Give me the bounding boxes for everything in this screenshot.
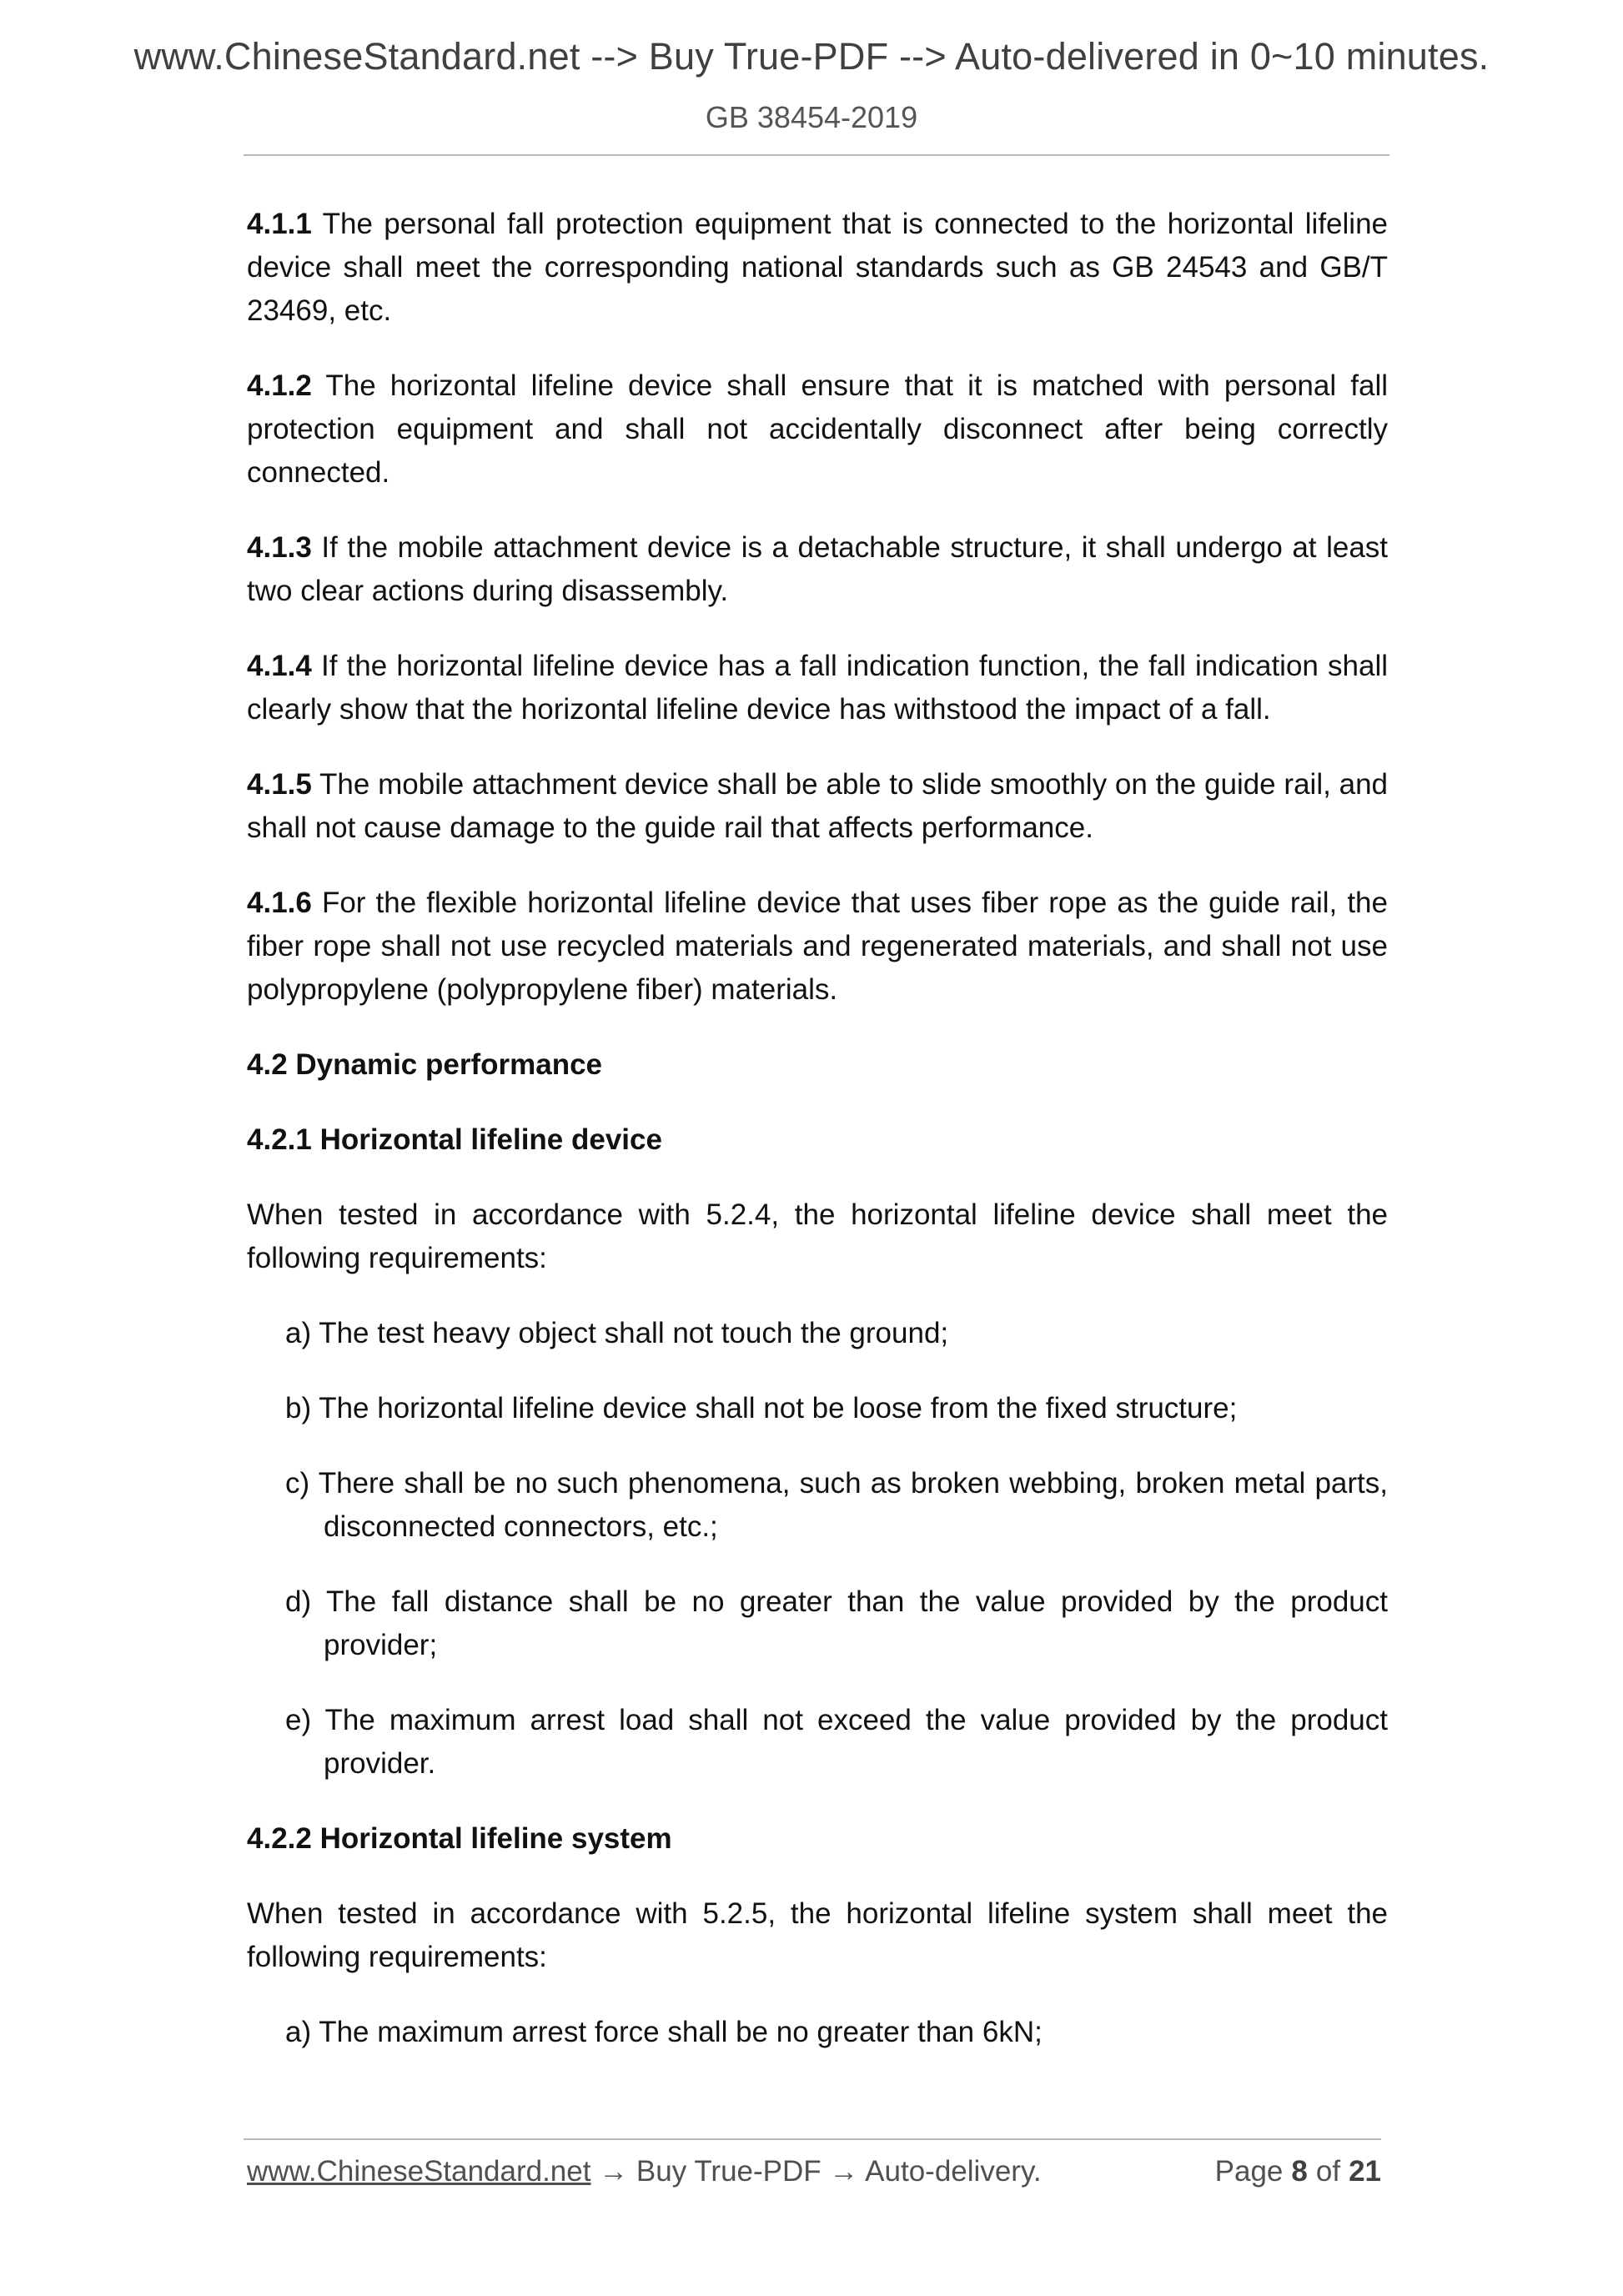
list-item: b) The horizontal lifeline device shall not be loose from the fixed structure; [285,1392,1238,1424]
section-heading-4-2: 4.2 Dynamic performance [247,1048,603,1081]
of-label: of [1315,2155,1341,2188]
footer-links [247,2155,1042,2188]
clause-text: The mobile attachment device shall be able to slide smoothly on the guide rail, and shall not cause damage to the guide rail that affects performance. [247,768,1389,844]
page-footer [247,2155,1381,2202]
clause-4-1-1 [247,203,1388,333]
top-banner: www.ChineseStandard.net --> Buy True-PDF --> Auto-delivered in 0~10 minutes. [133,35,1490,78]
footer-buy-text: → Buy True-PDF [599,2155,822,2188]
list-item: d) The fall distance shall be no greater than the value provided by the product provider; [285,1585,1388,1661]
total-pages-number: 21 [1349,2155,1381,2188]
clause-number: 4.1.4 [247,650,312,682]
clause-number: 4.1.3 [247,531,312,564]
header-divider [244,154,1389,156]
clause-text: For the flexible horizontal lifeline device that uses fiber rope as the guide rail, the fiber rope shall not use recycled materials and regenerated materials, and shall not use polypropylene (polypropylene fiber) materials. [247,887,1388,1006]
list-item: e) The maximum arrest load shall not exceed the value provided by the product provider. [285,1704,1388,1780]
document-number: GB 38454-2019 [705,100,918,134]
footer-site-link[interactable]: www.ChineseStandard.net [247,2155,591,2188]
clause-number: 4.1.2 [247,369,312,402]
page-body [247,203,1388,2086]
clause-4-1-5 [247,763,1388,850]
page-label: Page [1214,2155,1284,2188]
list-item: c) There shall be no such phenomena, such as broken webbing, broken metal parts, disconnected connectors, etc.; [285,1467,1388,1543]
section-heading-4-2-2: 4.2.2 Horizontal lifeline system [247,1822,672,1855]
clause-number: 4.1.1 [247,208,312,240]
list-item: a) The test heavy object shall not touch the ground; [285,1317,949,1349]
clause-text: The personal fall protection equipment that is connected to the horizontal lifeline device shall meet the corresponding national standards such as GB 24543 and GB/T 23469, etc. [247,208,1388,327]
clause-number: 4.1.5 [247,768,312,801]
clause-text: The horizontal lifeline device shall ensure that it is matched with personal fall protection equipment and shall not accidentally disconnect after being correctly connected. [247,369,1388,489]
clause-4-1-4 [247,645,1388,731]
intro-4-2-2: When tested in accordance with 5.2.5, the horizontal lifeline system shall meet the following requirements: [247,1897,1388,1973]
page-indicator [1215,2155,1381,2188]
intro-4-2-1: When tested in accordance with 5.2.4, the horizontal lifeline device shall meet the following requirements: [247,1198,1388,1274]
clause-4-1-3 [247,526,1388,613]
clause-text: If the horizontal lifeline device has a fall indication function, the fall indication shall clearly show that the horizontal lifeline device has withstood the impact of a fall. [247,650,1388,726]
clause-4-1-6 [247,882,1388,1012]
clause-number: 4.1.6 [247,887,312,919]
current-page-number: 8 [1291,2155,1308,2188]
clause-4-1-2 [247,364,1388,495]
list-item: a) The maximum arrest force shall be no greater than 6kN; [285,2016,1043,2048]
clause-text: If the mobile attachment device is a detachable structure, it shall undergo at least two clear actions during disassembly. [247,531,1389,607]
footer-delivery-text: → Auto-delivery. [829,2155,1042,2188]
section-heading-4-2-1: 4.2.1 Horizontal lifeline device [247,1123,662,1156]
footer-divider [244,2138,1381,2140]
